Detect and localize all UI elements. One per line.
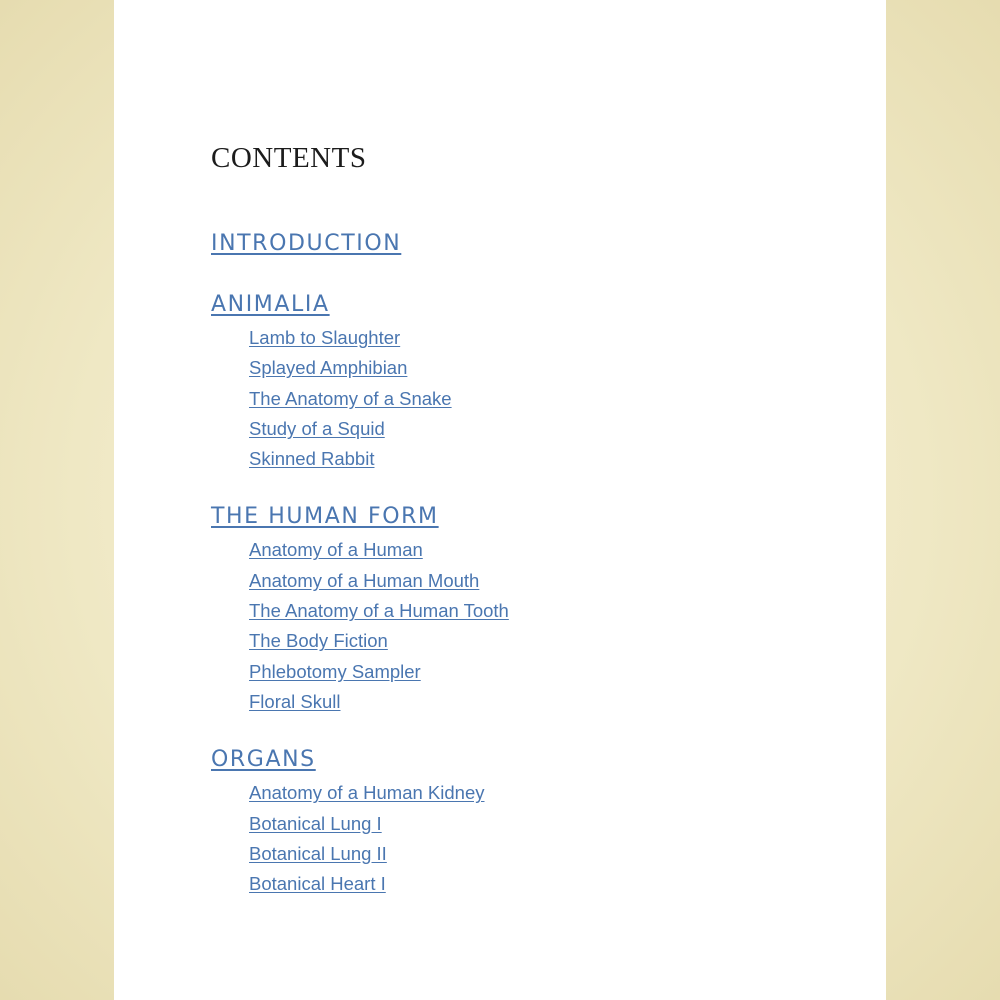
toc-section-introduction — [211, 226, 811, 262]
list-item — [249, 414, 811, 444]
section-link-introduction[interactable]: INTRODUCTION — [211, 231, 402, 256]
entry-list-human-form — [211, 535, 811, 717]
entry-link[interactable]: Anatomy of a Human Kidney — [249, 782, 485, 804]
entry-list-organs — [211, 778, 811, 899]
list-item — [249, 809, 811, 839]
list-item — [249, 566, 811, 596]
entry-link[interactable]: Skinned Rabbit — [249, 448, 375, 470]
entry-link[interactable]: Botanical Heart I — [249, 873, 386, 895]
entry-link[interactable]: Lamb to Slaughter — [249, 327, 401, 348]
entry-link[interactable]: Anatomy of a Human — [249, 539, 423, 561]
list-item — [249, 869, 811, 899]
toc-section-human-form — [211, 499, 811, 717]
list-item — [249, 626, 811, 656]
list-item — [249, 657, 811, 687]
list-item — [249, 323, 811, 353]
section-link-animalia[interactable]: ANIMALIA — [211, 292, 330, 317]
entry-link[interactable]: Anatomy of a Human Mouth — [249, 569, 480, 591]
list-item — [249, 839, 811, 869]
list-item — [249, 353, 811, 383]
list-item — [249, 535, 811, 565]
entry-link[interactable]: Botanical Lung I — [249, 812, 382, 834]
entry-link[interactable]: The Body Fiction — [249, 630, 388, 652]
list-item — [249, 596, 811, 626]
section-link-human-form[interactable]: THE HUMAN FORM — [211, 504, 439, 530]
entry-link[interactable]: The Anatomy of a Snake — [249, 387, 452, 409]
document-page — [114, 0, 886, 1000]
table-of-contents — [211, 226, 811, 924]
toc-section-organs — [211, 742, 811, 899]
toc-section-animalia — [211, 287, 811, 474]
page-title: CONTENTS — [211, 142, 367, 174]
list-item — [249, 444, 811, 474]
entry-link[interactable]: Study of a Squid — [249, 417, 385, 439]
entry-link[interactable]: Floral Skull — [249, 690, 341, 712]
list-item — [249, 778, 811, 808]
entry-link[interactable]: Phlebotomy Sampler — [249, 660, 421, 682]
list-item — [249, 384, 811, 414]
entry-link[interactable]: Splayed Amphibian — [249, 357, 408, 379]
list-item — [249, 687, 811, 717]
entry-link[interactable]: Botanical Lung II — [249, 842, 387, 864]
entry-link[interactable]: The Anatomy of a Human Tooth — [249, 600, 509, 622]
section-link-organs[interactable]: ORGANS — [211, 747, 316, 773]
entry-list-animalia — [211, 323, 811, 474]
